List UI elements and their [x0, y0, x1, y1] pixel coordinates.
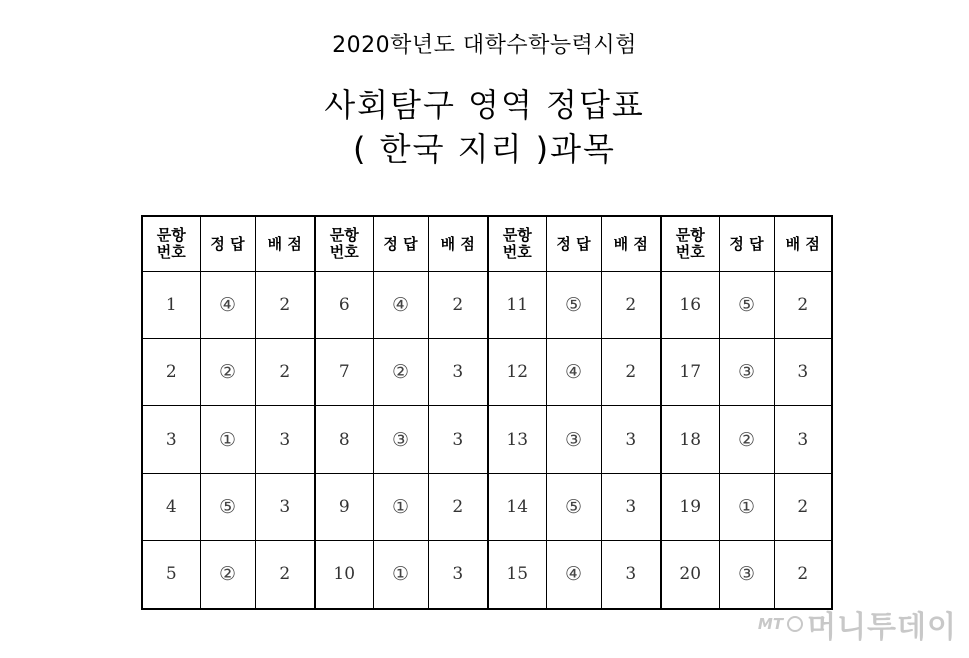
points-cell: 3 — [601, 473, 661, 540]
points-cell: 2 — [255, 540, 315, 609]
question-number: 14 — [488, 473, 546, 540]
question-number: 10 — [315, 540, 373, 609]
answer-cell: ⑤ — [719, 272, 774, 339]
header-answer: 정 답 — [546, 216, 601, 272]
points-cell: 3 — [774, 406, 832, 473]
table-row — [142, 272, 832, 339]
table-row — [142, 339, 832, 406]
header-number: 문항 번호 — [315, 216, 373, 272]
header-answer: 정 답 — [200, 216, 255, 272]
answer-key-table — [141, 215, 833, 610]
points-cell: 3 — [428, 406, 488, 473]
points-cell: 3 — [601, 540, 661, 609]
question-number: 3 — [142, 406, 200, 473]
question-number: 2 — [142, 339, 200, 406]
answer-cell: ① — [719, 473, 774, 540]
answer-cell: ③ — [546, 406, 601, 473]
header-points: 배 점 — [428, 216, 488, 272]
points-cell: 2 — [428, 473, 488, 540]
answer-cell: ⑤ — [546, 473, 601, 540]
points-cell: 2 — [255, 339, 315, 406]
header-points: 배 점 — [601, 216, 661, 272]
points-cell: 3 — [255, 473, 315, 540]
question-number: 13 — [488, 406, 546, 473]
question-number: 12 — [488, 339, 546, 406]
points-cell: 3 — [601, 406, 661, 473]
question-number: 16 — [661, 272, 719, 339]
answer-cell: ① — [200, 406, 255, 473]
question-number: 17 — [661, 339, 719, 406]
answer-cell: ④ — [200, 272, 255, 339]
points-cell: 2 — [774, 540, 832, 609]
section-title: 사회탐구 영역 정답표 — [324, 86, 645, 124]
points-cell: 3 — [428, 339, 488, 406]
points-cell: 3 — [255, 406, 315, 473]
answer-cell: ④ — [546, 540, 601, 609]
answer-cell: ③ — [719, 540, 774, 609]
answer-cell: ⑤ — [200, 473, 255, 540]
question-number: 18 — [661, 406, 719, 473]
points-cell: 2 — [428, 272, 488, 339]
question-number: 11 — [488, 272, 546, 339]
watermark-circle-icon — [787, 616, 803, 632]
question-number: 1 — [142, 272, 200, 339]
answer-cell: ③ — [373, 406, 428, 473]
exam-year-title: 2020학년도 대학수학능력시험 — [332, 33, 637, 58]
watermark-mark: MT — [757, 615, 784, 633]
answer-cell: ② — [200, 339, 255, 406]
answer-cell: ④ — [546, 339, 601, 406]
question-number: 15 — [488, 540, 546, 609]
points-cell: 2 — [774, 473, 832, 540]
header-number: 문항 번호 — [488, 216, 546, 272]
table-row — [142, 406, 832, 473]
answer-cell: ① — [373, 473, 428, 540]
question-number: 6 — [315, 272, 373, 339]
header-points: 배 점 — [255, 216, 315, 272]
table-row — [142, 473, 832, 540]
header-number: 문항 번호 — [661, 216, 719, 272]
header-points: 배 점 — [774, 216, 832, 272]
points-cell: 2 — [774, 272, 832, 339]
answer-cell: ② — [200, 540, 255, 609]
watermark-brand-name: 머니투데이 — [807, 610, 957, 645]
answer-cell: ⑤ — [546, 272, 601, 339]
answer-cell: ③ — [719, 339, 774, 406]
header-number: 문항 번호 — [142, 216, 200, 272]
points-cell: 3 — [774, 339, 832, 406]
question-number: 4 — [142, 473, 200, 540]
table-row — [142, 540, 832, 609]
points-cell: 2 — [601, 339, 661, 406]
answer-cell: ① — [373, 540, 428, 609]
header-row — [142, 216, 832, 272]
question-number: 20 — [661, 540, 719, 609]
watermark-logo — [758, 602, 957, 646]
points-cell: 3 — [428, 540, 488, 609]
header-answer: 정 답 — [373, 216, 428, 272]
answer-cell: ② — [719, 406, 774, 473]
points-cell: 2 — [255, 272, 315, 339]
question-number: 7 — [315, 339, 373, 406]
answer-cell: ④ — [373, 272, 428, 339]
question-number: 9 — [315, 473, 373, 540]
question-number: 5 — [142, 540, 200, 609]
header-answer: 정 답 — [719, 216, 774, 272]
question-number: 8 — [315, 406, 373, 473]
answer-cell: ② — [373, 339, 428, 406]
points-cell: 2 — [601, 272, 661, 339]
subject-title: ( 한국 지리 )과목 — [353, 130, 616, 168]
question-number: 19 — [661, 473, 719, 540]
